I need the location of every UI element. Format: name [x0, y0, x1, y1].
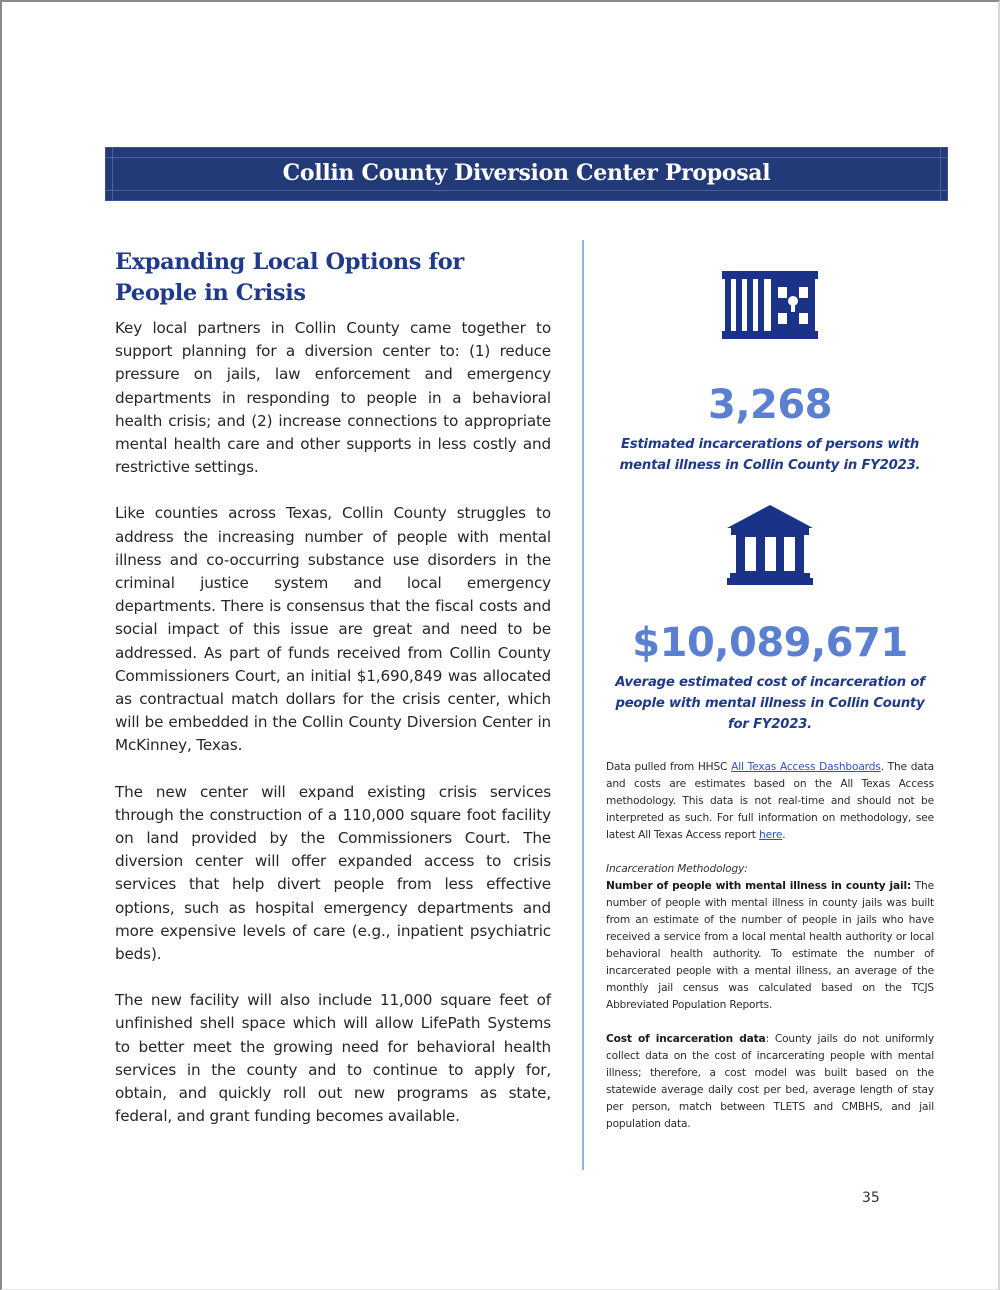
stat-caption: Average estimated cost of incarceration of people with mental illness in Collin County for FY2023. [615, 675, 925, 732]
stat-incarcerations [606, 270, 934, 476]
heading-line-1: Expanding Local Options for [115, 249, 464, 275]
banner-rule [106, 190, 947, 191]
page-title: Collin County Diversion Center Proposal [282, 160, 771, 186]
count-methodology: Number of people with mental illness in county jail: The number of people with mental illness in county jails was built from an estimate of the number of people in jails who have received a service from a local mental health authority or local behavioral health authority. To estimate the number of incarcerated people with a mental illness, an average of the monthly jail census was calculated based on the TCJS Abbreviated Population Reports. [606, 880, 934, 1011]
stat-value: $10,089,671 [632, 620, 908, 666]
sidebar-stats [606, 270, 934, 1133]
count-label: Number of people with mental illness in county jail: [606, 880, 912, 892]
main-article [115, 247, 551, 1129]
title-banner [105, 147, 948, 201]
report-link[interactable]: here [759, 829, 783, 841]
courthouse-icon [726, 504, 814, 586]
data-source-note: Data pulled from HHSC All Texas Access Dashboards. The data and costs are estimates based on the All Texas Access methodology. This data is not real-time and should not be interpreted as such. For full information on methodology, see latest All Texas Access report here. [606, 761, 934, 841]
methodology-label: Incarceration Methodology: [606, 863, 748, 875]
cost-label: Cost of incarceration data [606, 1033, 766, 1045]
dashboards-link[interactable]: All Texas Access Dashboards [731, 761, 881, 773]
column-divider [582, 240, 584, 1170]
stat-value: 3,268 [707, 382, 833, 428]
stat-caption: Estimated incarcerations of persons with mental illness in Collin County in FY2023. [619, 437, 921, 473]
paragraph-shell-space: The new facility will also include 11,000 square feet of unfinished shell space which will allow LifePath Systems to better meet the growing need for behavioral health services in the county and to continue to apply for, obtain, and quickly roll out new programs as state, federal, and grant funding becomes available. [115, 991, 551, 1126]
paragraph-new-center: The new center will expand existing crisis services through the construction of a 110,000 square foot facility on land provided by the Commissioners Court. The diversion center will offer expanded access to crisis services that help divert people from less effective options, such as hospital emergency departments and more expensive levels of care (e.g., inpatient psychiatric beds). [115, 782, 551, 964]
banner-rule [106, 157, 947, 158]
paragraph-context: Like counties across Texas, Collin County struggles to address the increasing number of people with mental illness and co-occurring substance use disorders in the criminal justice system and local emergency departments. There is consensus that the fiscal costs and social impact of this issue are great and need to be addressed. As part of funds received from Collin County Commissioners Court, an initial $1,690,849 was allocated as contractual match dollars for the crisis center, which will be embedded in the Collin County Diversion Center in McKinney, Texas. [115, 504, 551, 755]
page-number: 35 [862, 1190, 880, 1206]
jail-cell-icon [721, 270, 819, 340]
section-heading [115, 247, 551, 309]
heading-line-2: People in Crisis [115, 280, 306, 306]
paragraph-intro: Key local partners in Collin County came together to support planning for a diversion center to: (1) reduce pressure on jails, law enforcement and emergency departments in responding to people in a behavioral health crisis; and (2) increase connections to appropriate mental health care and other supports in less costly and restrictive settings. [115, 319, 551, 477]
cost-methodology: Cost of incarceration data: County jails do not uniformly collect data on the cost of incarcerating people with mental illness; therefore, a cost model was built based on the statewide average daily cost per bed, average length of stay per person, match between TLETS and CMBHS, and jail population data. [606, 1033, 934, 1130]
stat-cost [606, 504, 934, 735]
